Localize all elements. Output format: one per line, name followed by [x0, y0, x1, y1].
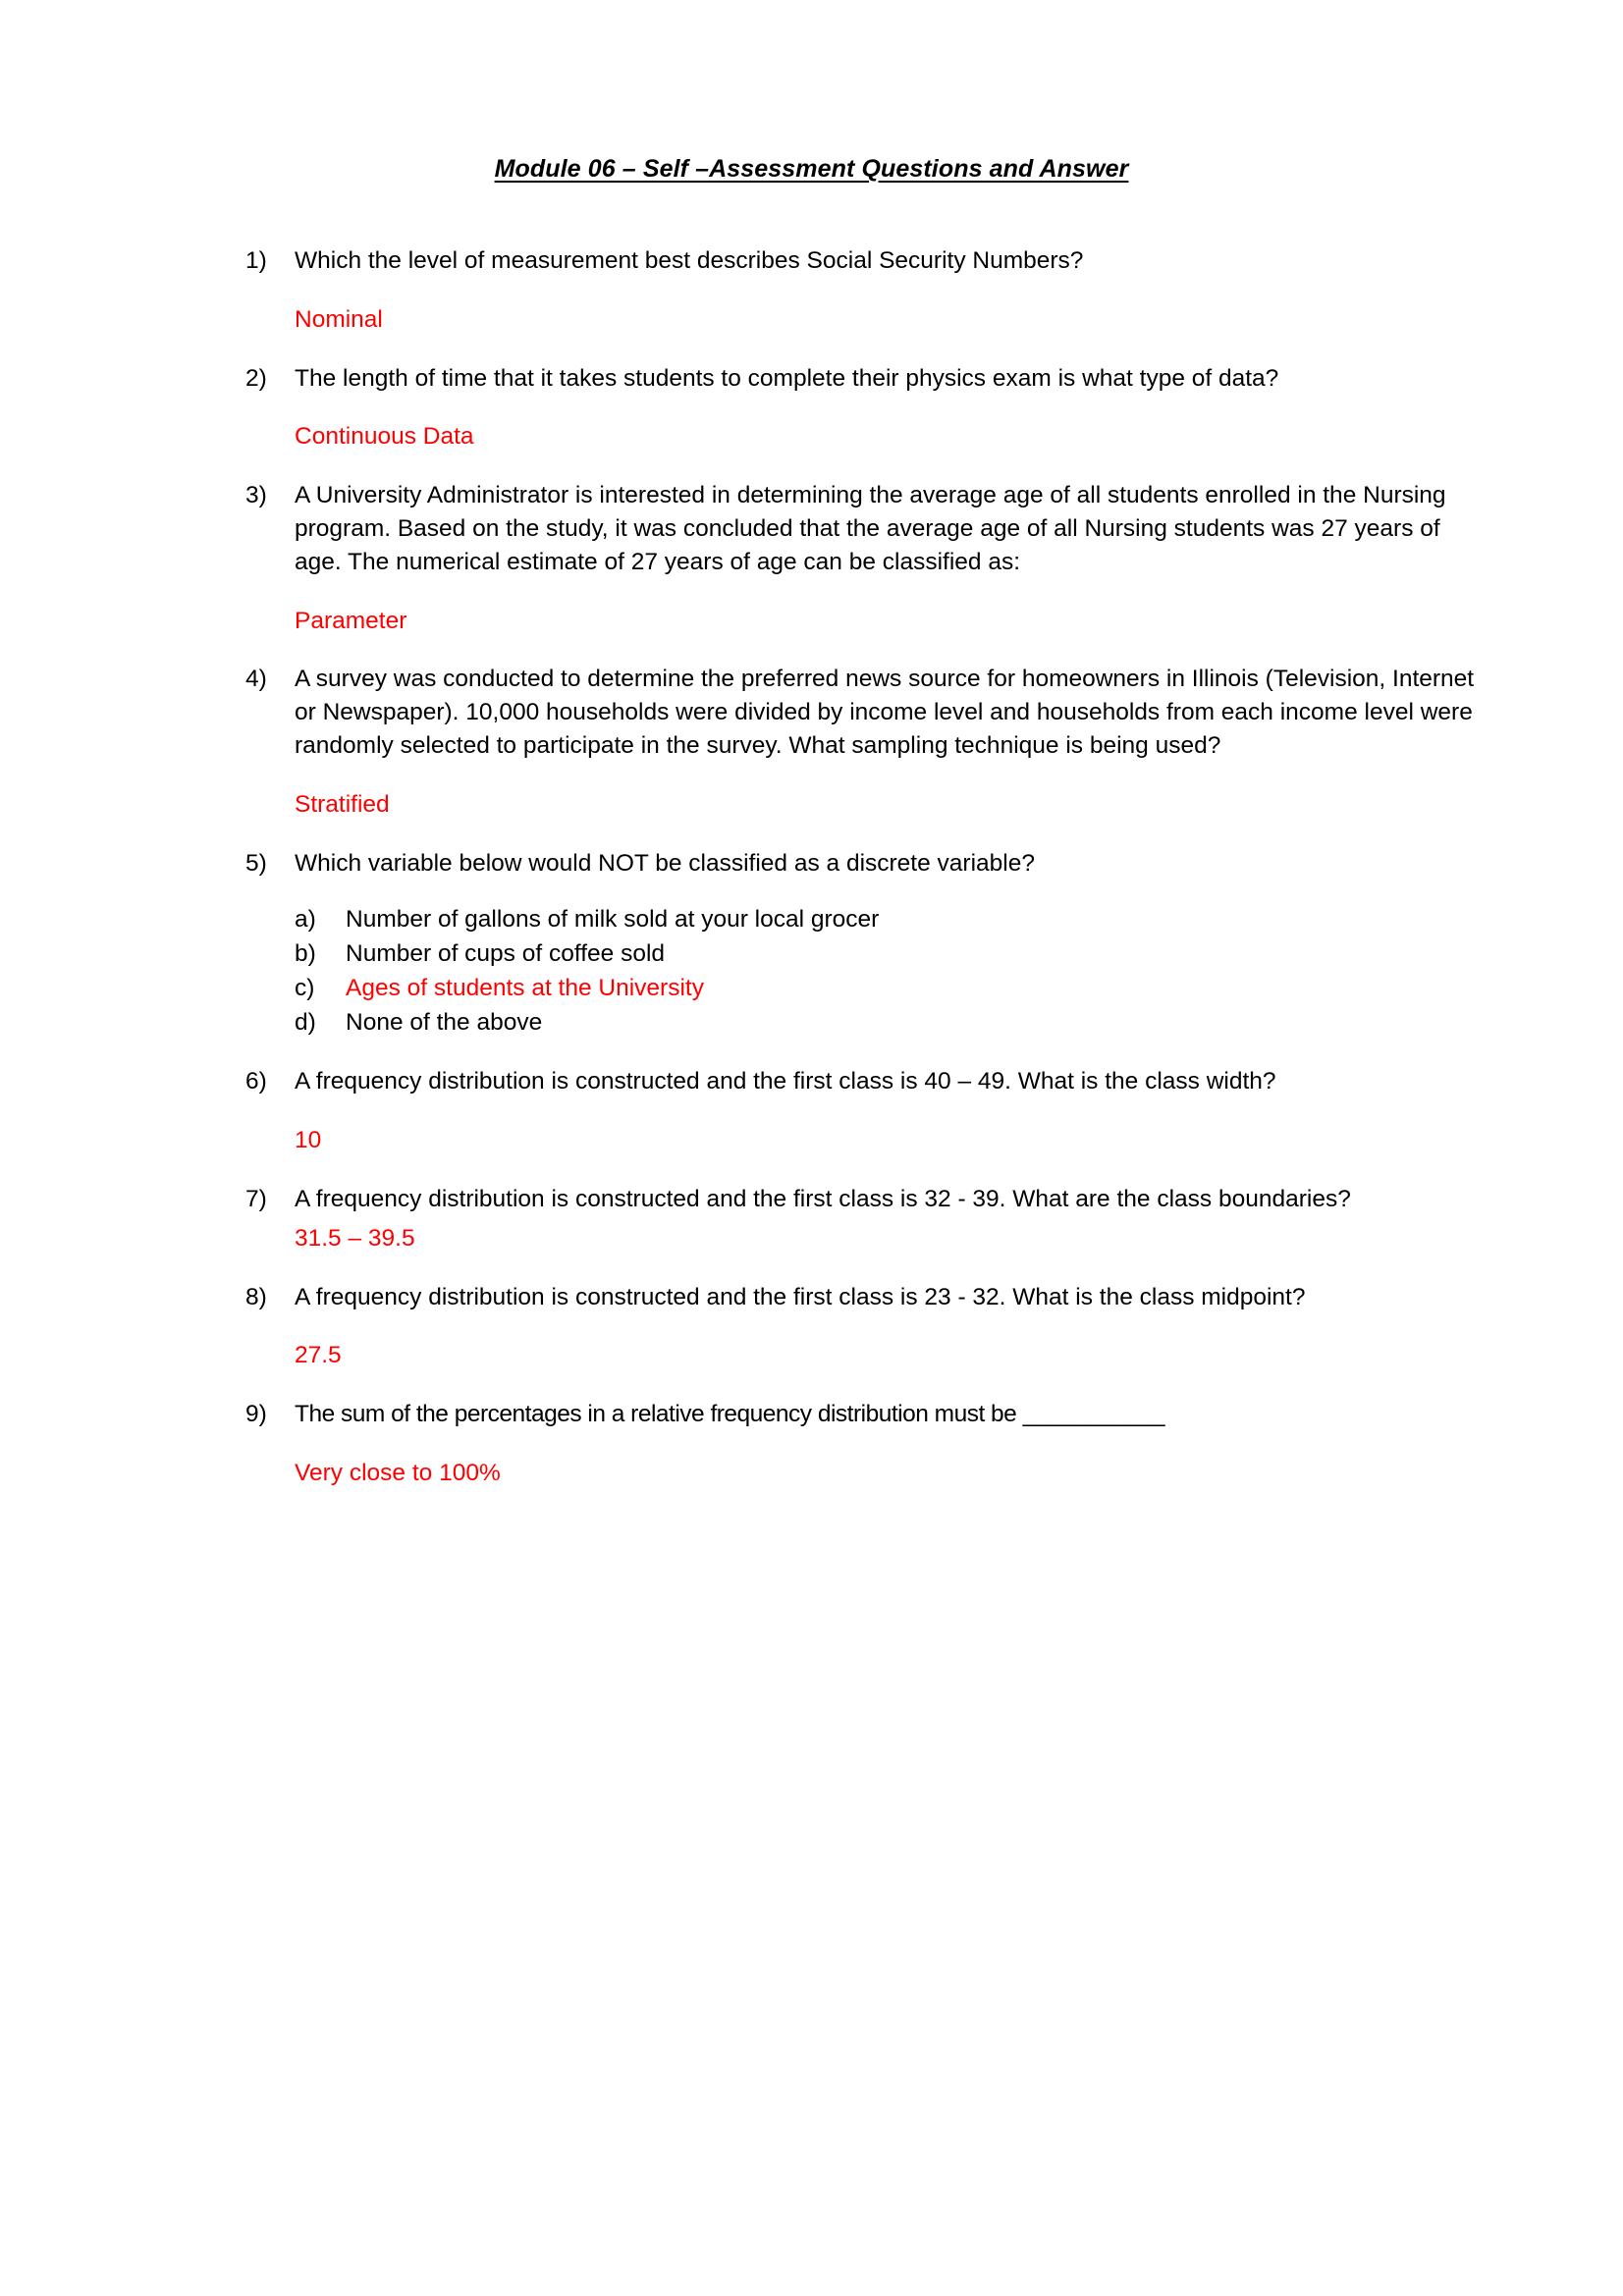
option-row-a: [295, 903, 1483, 937]
question-number-5: 5): [245, 849, 267, 877]
question-text-1: Which the level of measurement best describes Social Security Numbers?: [295, 247, 1084, 274]
qa-block-2: [245, 362, 1483, 454]
question-text-4: A survey was conducted to determine the preferred news source for homeowners in Illinois (Television, Internet or Newspaper). 10,000 households were divided by income level and households from each income level were randomly selected to participate in the survey. What sampling technique is being used?: [295, 666, 1475, 759]
answer-text-2: Continuous Data: [295, 423, 474, 451]
qa-block-8: [245, 1281, 1483, 1373]
question-text-9: The sum of the percentages in a relative frequency distribution must be ___________: [295, 1401, 1164, 1428]
questions-list: [0, 244, 1623, 1490]
qa-block-1: [245, 244, 1483, 337]
option-letter-b: b): [295, 940, 316, 968]
question-number-8: 8): [245, 1283, 267, 1310]
question-row-1: [245, 244, 1483, 278]
options-list-5: [295, 903, 1483, 1040]
question-text-5: Which variable below would NOT be classified as a discrete variable?: [295, 849, 1035, 877]
answer-text-3: Parameter: [295, 607, 407, 634]
question-text-2: The length of time that it takes students to complete their physics exam is what type of data?: [295, 364, 1279, 392]
qa-block-6: [245, 1065, 1483, 1157]
qa-block-5: [245, 847, 1483, 1041]
question-text-6: A frequency distribution is constructed and the first class is 40 – 49. What is the class width?: [295, 1068, 1276, 1095]
question-number-7: 7): [245, 1186, 267, 1213]
option-text-c: Ages of students at the University: [346, 974, 704, 1001]
page-title-text: Module 06 – Self –Assessment Questions and Answer: [494, 155, 1129, 183]
question-text-3: A University Administrator is interested in determining the average age of all students enrolled in the Nursing program. Based on the study, it was concluded that the average age of all Nursing students was 27 years of age. The numerical estimate of 27 years of age can be classified as:: [295, 482, 1446, 575]
question-text-8: A frequency distribution is constructed and the first class is 23 - 32. What is the class midpoint?: [295, 1283, 1306, 1310]
question-number-4: 4): [245, 666, 267, 693]
question-row-4: [245, 663, 1483, 762]
answer-text-4: Stratified: [295, 790, 390, 818]
question-number-2: 2): [245, 364, 267, 392]
answer-text-8: 27.5: [295, 1342, 342, 1369]
question-row-8: [245, 1281, 1483, 1314]
option-letter-d: d): [295, 1008, 316, 1036]
question-number-6: 6): [245, 1068, 267, 1095]
qa-block-3: [245, 479, 1483, 637]
qa-block-4: [245, 663, 1483, 821]
option-text-d: None of the above: [346, 1008, 543, 1036]
question-row-3: [245, 479, 1483, 578]
question-number-1: 1): [245, 247, 267, 274]
question-text-7: A frequency distribution is constructed and the first class is 32 - 39. What are the class boundaries?: [295, 1186, 1351, 1213]
answer-text-7: 31.5 – 39.5: [295, 1224, 415, 1252]
option-row-c: [295, 972, 1483, 1006]
qa-block-9: [245, 1398, 1483, 1490]
question-row-7: [245, 1183, 1483, 1216]
answer-text-6: 10: [295, 1127, 322, 1154]
question-row-5: [245, 847, 1483, 881]
question-number-9: 9): [245, 1401, 267, 1428]
option-row-d: [295, 1006, 1483, 1041]
option-text-b: Number of cups of coffee sold: [346, 940, 666, 968]
question-row-2: [245, 362, 1483, 396]
question-number-3: 3): [245, 482, 267, 509]
option-row-b: [295, 937, 1483, 972]
answer-text-1: Nominal: [295, 305, 383, 333]
question-row-9: [245, 1398, 1483, 1431]
question-row-6: [245, 1065, 1483, 1098]
page-title: [0, 0, 1623, 184]
option-text-a: Number of gallons of milk sold at your local grocer: [346, 906, 880, 934]
answer-text-9: Very close to 100%: [295, 1460, 501, 1487]
option-letter-c: c): [295, 974, 315, 1001]
qa-block-7: [245, 1183, 1483, 1255]
option-letter-a: a): [295, 906, 316, 934]
